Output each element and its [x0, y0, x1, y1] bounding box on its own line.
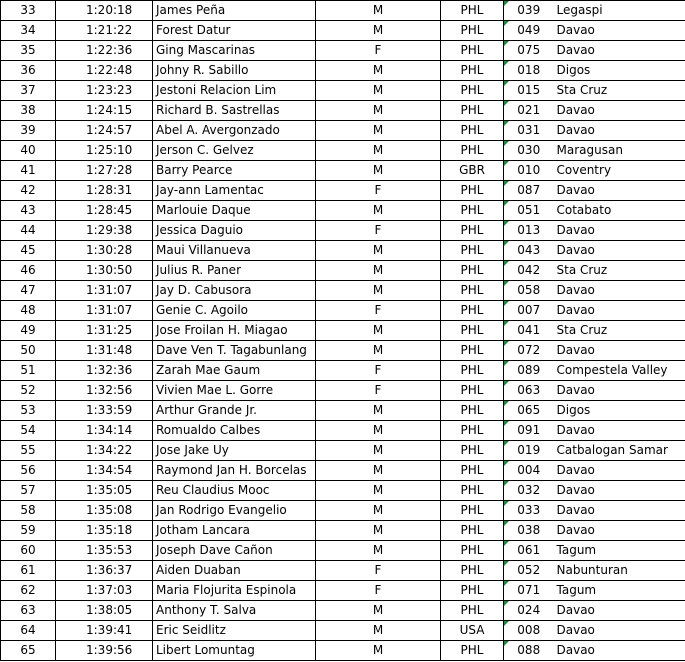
time-cell: 1:35:08 [56, 501, 153, 521]
table-row [1, 641, 685, 661]
code-cell: 021 [504, 101, 554, 121]
table-row [1, 421, 685, 441]
code-cell: 008 [504, 621, 554, 641]
name-cell: Vivien Mae L. Gorre [153, 381, 316, 401]
time-cell: 1:35:05 [56, 481, 153, 501]
position-cell: 57 [1, 481, 56, 501]
country-cell: PHL [441, 101, 504, 121]
name-cell: Zarah Mae Gaum [153, 361, 316, 381]
table-row [1, 441, 685, 461]
country-cell: PHL [441, 261, 504, 281]
country-cell: PHL [441, 201, 504, 221]
place-cell: Compestela Valley [554, 361, 685, 381]
place-cell: Digos [554, 401, 685, 421]
country-cell: GBR [441, 161, 504, 181]
code-cell: 089 [504, 361, 554, 381]
place-cell: Davao [554, 381, 685, 401]
position-cell: 62 [1, 581, 56, 601]
name-cell: Jan Rodrigo Evangelio [153, 501, 316, 521]
country-cell: PHL [441, 301, 504, 321]
gender-cell: M [316, 61, 441, 81]
name-cell: Maui Villanueva [153, 241, 316, 261]
code-cell: 072 [504, 341, 554, 361]
name-cell: Jay-ann Lamentac [153, 181, 316, 201]
position-cell: 51 [1, 361, 56, 381]
time-cell: 1:24:57 [56, 121, 153, 141]
position-cell: 49 [1, 321, 56, 341]
country-cell: PHL [441, 121, 504, 141]
table-row [1, 221, 685, 241]
place-cell: Davao [554, 641, 685, 661]
table-row [1, 41, 685, 61]
place-cell: Legaspi [554, 1, 685, 21]
country-cell: PHL [441, 181, 504, 201]
country-cell: PHL [441, 481, 504, 501]
code-cell: 015 [504, 81, 554, 101]
time-cell: 1:31:25 [56, 321, 153, 341]
table-row [1, 201, 685, 221]
gender-cell: M [316, 261, 441, 281]
place-cell: Davao [554, 621, 685, 641]
code-cell: 063 [504, 381, 554, 401]
place-cell: Tagum [554, 581, 685, 601]
name-cell: Romualdo Calbes [153, 421, 316, 441]
position-cell: 56 [1, 461, 56, 481]
country-cell: PHL [441, 521, 504, 541]
table-row [1, 261, 685, 281]
gender-cell: F [316, 581, 441, 601]
country-cell: PHL [441, 41, 504, 61]
gender-cell: M [316, 141, 441, 161]
table-row [1, 601, 685, 621]
table-row [1, 381, 685, 401]
time-cell: 1:25:10 [56, 141, 153, 161]
position-cell: 42 [1, 181, 56, 201]
place-cell: Davao [554, 241, 685, 261]
gender-cell: M [316, 421, 441, 441]
position-cell: 46 [1, 261, 56, 281]
name-cell: Anthony T. Salva [153, 601, 316, 621]
gender-cell: M [316, 461, 441, 481]
table-row [1, 61, 685, 81]
position-cell: 59 [1, 521, 56, 541]
name-cell: Arthur Grande Jr. [153, 401, 316, 421]
place-cell: Coventry [554, 161, 685, 181]
name-cell: Genie C. Agoilo [153, 301, 316, 321]
table-row [1, 481, 685, 501]
code-cell: 007 [504, 301, 554, 321]
position-cell: 65 [1, 641, 56, 661]
name-cell: Maria Flojurita Espinola [153, 581, 316, 601]
time-cell: 1:35:18 [56, 521, 153, 541]
time-cell: 1:23:23 [56, 81, 153, 101]
gender-cell: F [316, 221, 441, 241]
position-cell: 55 [1, 441, 56, 461]
gender-cell: M [316, 521, 441, 541]
gender-cell: M [316, 441, 441, 461]
country-cell: PHL [441, 321, 504, 341]
position-cell: 43 [1, 201, 56, 221]
time-cell: 1:22:36 [56, 41, 153, 61]
place-cell: Sta Cruz [554, 261, 685, 281]
position-cell: 37 [1, 81, 56, 101]
time-cell: 1:21:22 [56, 21, 153, 41]
code-cell: 039 [504, 1, 554, 21]
time-cell: 1:37:03 [56, 581, 153, 601]
gender-cell: M [316, 101, 441, 121]
country-cell: PHL [441, 441, 504, 461]
place-cell: Davao [554, 421, 685, 441]
place-cell: Cotabato [554, 201, 685, 221]
table-row [1, 621, 685, 641]
country-cell: PHL [441, 581, 504, 601]
place-cell: Davao [554, 41, 685, 61]
code-cell: 019 [504, 441, 554, 461]
place-cell: Sta Cruz [554, 81, 685, 101]
code-cell: 031 [504, 121, 554, 141]
time-cell: 1:38:05 [56, 601, 153, 621]
place-cell: Davao [554, 341, 685, 361]
name-cell: Jestoni Relacion Lim [153, 81, 316, 101]
time-cell: 1:28:31 [56, 181, 153, 201]
gender-cell: M [316, 621, 441, 641]
table-row [1, 461, 685, 481]
code-cell: 013 [504, 221, 554, 241]
time-cell: 1:22:48 [56, 61, 153, 81]
place-cell: Davao [554, 281, 685, 301]
table-row [1, 281, 685, 301]
time-cell: 1:29:38 [56, 221, 153, 241]
name-cell: Barry Pearce [153, 161, 316, 181]
code-cell: 075 [504, 41, 554, 61]
gender-cell: M [316, 201, 441, 221]
code-cell: 058 [504, 281, 554, 301]
name-cell: Forest Datur [153, 21, 316, 41]
country-cell: USA [441, 621, 504, 641]
place-cell: Davao [554, 301, 685, 321]
country-cell: PHL [441, 21, 504, 41]
time-cell: 1:39:56 [56, 641, 153, 661]
position-cell: 41 [1, 161, 56, 181]
gender-cell: M [316, 121, 441, 141]
name-cell: Jotham Lancara [153, 521, 316, 541]
place-cell: Davao [554, 121, 685, 141]
country-cell: PHL [441, 61, 504, 81]
place-cell: Sta Cruz [554, 321, 685, 341]
position-cell: 44 [1, 221, 56, 241]
position-cell: 63 [1, 601, 56, 621]
gender-cell: M [316, 501, 441, 521]
name-cell: Richard B. Sastrellas [153, 101, 316, 121]
position-cell: 61 [1, 561, 56, 581]
table-row [1, 321, 685, 341]
gender-cell: M [316, 161, 441, 181]
time-cell: 1:30:50 [56, 261, 153, 281]
position-cell: 38 [1, 101, 56, 121]
name-cell: Raymond Jan H. Borcelas [153, 461, 316, 481]
code-cell: 004 [504, 461, 554, 481]
code-cell: 051 [504, 201, 554, 221]
country-cell: PHL [441, 421, 504, 441]
table-row [1, 301, 685, 321]
position-cell: 52 [1, 381, 56, 401]
position-cell: 60 [1, 541, 56, 561]
place-cell: Davao [554, 601, 685, 621]
time-cell: 1:27:28 [56, 161, 153, 181]
name-cell: Eric Seidlitz [153, 621, 316, 641]
position-cell: 64 [1, 621, 56, 641]
country-cell: PHL [441, 141, 504, 161]
gender-cell: M [316, 401, 441, 421]
name-cell: Ging Mascarinas [153, 41, 316, 61]
time-cell: 1:31:07 [56, 301, 153, 321]
name-cell: Jessica Daguio [153, 221, 316, 241]
code-cell: 018 [504, 61, 554, 81]
place-cell: Davao [554, 481, 685, 501]
table-row [1, 521, 685, 541]
place-cell: Davao [554, 221, 685, 241]
country-cell: PHL [441, 361, 504, 381]
country-cell: PHL [441, 341, 504, 361]
name-cell: Aiden Duaban [153, 561, 316, 581]
position-cell: 53 [1, 401, 56, 421]
results-body [1, 1, 685, 661]
gender-cell: M [316, 21, 441, 41]
time-cell: 1:36:37 [56, 561, 153, 581]
country-cell: PHL [441, 81, 504, 101]
table-row [1, 501, 685, 521]
name-cell: Joseph Dave Cañon [153, 541, 316, 561]
place-cell: Maragusan [554, 141, 685, 161]
code-cell: 032 [504, 481, 554, 501]
table-row [1, 101, 685, 121]
name-cell: Johny R. Sabillo [153, 61, 316, 81]
code-cell: 033 [504, 501, 554, 521]
table-row [1, 121, 685, 141]
name-cell: Marlouie Daque [153, 201, 316, 221]
time-cell: 1:28:45 [56, 201, 153, 221]
code-cell: 042 [504, 261, 554, 281]
place-cell: Davao [554, 501, 685, 521]
place-cell: Davao [554, 21, 685, 41]
code-cell: 030 [504, 141, 554, 161]
code-cell: 024 [504, 601, 554, 621]
country-cell: PHL [441, 501, 504, 521]
gender-cell: M [316, 281, 441, 301]
gender-cell: M [316, 321, 441, 341]
gender-cell: M [316, 641, 441, 661]
position-cell: 34 [1, 21, 56, 41]
time-cell: 1:34:22 [56, 441, 153, 461]
gender-cell: M [316, 601, 441, 621]
time-cell: 1:35:53 [56, 541, 153, 561]
place-cell: Davao [554, 101, 685, 121]
place-cell: Davao [554, 461, 685, 481]
place-cell: Davao [554, 181, 685, 201]
gender-cell: M [316, 481, 441, 501]
gender-cell: M [316, 341, 441, 361]
code-cell: 052 [504, 561, 554, 581]
gender-cell: M [316, 81, 441, 101]
code-cell: 087 [504, 181, 554, 201]
code-cell: 091 [504, 421, 554, 441]
position-cell: 58 [1, 501, 56, 521]
time-cell: 1:33:59 [56, 401, 153, 421]
position-cell: 54 [1, 421, 56, 441]
position-cell: 36 [1, 61, 56, 81]
table-row [1, 161, 685, 181]
country-cell: PHL [441, 601, 504, 621]
table-row [1, 341, 685, 361]
gender-cell: F [316, 361, 441, 381]
gender-cell: F [316, 561, 441, 581]
table-row [1, 81, 685, 101]
gender-cell: F [316, 181, 441, 201]
name-cell: Jay D. Cabusora [153, 281, 316, 301]
time-cell: 1:31:07 [56, 281, 153, 301]
country-cell: PHL [441, 561, 504, 581]
table-row [1, 581, 685, 601]
position-cell: 50 [1, 341, 56, 361]
table-row [1, 141, 685, 161]
position-cell: 47 [1, 281, 56, 301]
time-cell: 1:32:56 [56, 381, 153, 401]
place-cell: Davao [554, 521, 685, 541]
code-cell: 041 [504, 321, 554, 341]
table-row [1, 21, 685, 41]
gender-cell: F [316, 301, 441, 321]
code-cell: 088 [504, 641, 554, 661]
position-cell: 35 [1, 41, 56, 61]
gender-cell: M [316, 541, 441, 561]
country-cell: PHL [441, 541, 504, 561]
position-cell: 48 [1, 301, 56, 321]
code-cell: 071 [504, 581, 554, 601]
name-cell: Dave Ven T. Tagabunlang [153, 341, 316, 361]
country-cell: PHL [441, 401, 504, 421]
time-cell: 1:31:48 [56, 341, 153, 361]
country-cell: PHL [441, 241, 504, 261]
table-row [1, 541, 685, 561]
table-row [1, 361, 685, 381]
country-cell: PHL [441, 1, 504, 21]
position-cell: 33 [1, 1, 56, 21]
code-cell: 049 [504, 21, 554, 41]
time-cell: 1:20:18 [56, 1, 153, 21]
time-cell: 1:24:15 [56, 101, 153, 121]
gender-cell: F [316, 381, 441, 401]
place-cell: Catbalogan Samar [554, 441, 685, 461]
table-row [1, 1, 685, 21]
country-cell: PHL [441, 641, 504, 661]
code-cell: 065 [504, 401, 554, 421]
code-cell: 061 [504, 541, 554, 561]
time-cell: 1:39:41 [56, 621, 153, 641]
name-cell: Libert Lomuntag [153, 641, 316, 661]
place-cell: Tagum [554, 541, 685, 561]
name-cell: Jerson C. Gelvez [153, 141, 316, 161]
time-cell: 1:34:14 [56, 421, 153, 441]
place-cell: Digos [554, 61, 685, 81]
time-cell: 1:34:54 [56, 461, 153, 481]
name-cell: Jose Froilan H. Miagao [153, 321, 316, 341]
gender-cell: M [316, 241, 441, 261]
gender-cell: M [316, 1, 441, 21]
code-cell: 010 [504, 161, 554, 181]
name-cell: Jose Jake Uy [153, 441, 316, 461]
country-cell: PHL [441, 221, 504, 241]
position-cell: 39 [1, 121, 56, 141]
table-row [1, 401, 685, 421]
time-cell: 1:30:28 [56, 241, 153, 261]
place-cell: Nabunturan [554, 561, 685, 581]
name-cell: Reu Claudius Mooc [153, 481, 316, 501]
table-row [1, 561, 685, 581]
position-cell: 45 [1, 241, 56, 261]
name-cell: James Peña [153, 1, 316, 21]
name-cell: Julius R. Paner [153, 261, 316, 281]
code-cell: 038 [504, 521, 554, 541]
table-row [1, 241, 685, 261]
time-cell: 1:32:36 [56, 361, 153, 381]
gender-cell: F [316, 41, 441, 61]
country-cell: PHL [441, 281, 504, 301]
table-row [1, 181, 685, 201]
name-cell: Abel A. Avergonzado [153, 121, 316, 141]
country-cell: PHL [441, 381, 504, 401]
country-cell: PHL [441, 461, 504, 481]
code-cell: 043 [504, 241, 554, 261]
position-cell: 40 [1, 141, 56, 161]
